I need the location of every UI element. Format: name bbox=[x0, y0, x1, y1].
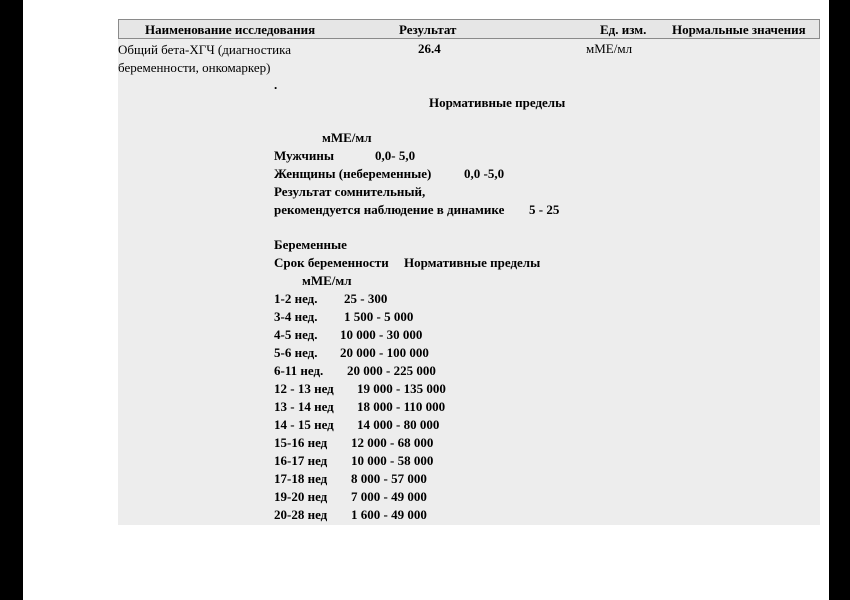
pregnancy-term: 15-16 нед bbox=[274, 435, 328, 450]
pregnancy-range-value: 20 000 - 225 000 bbox=[347, 363, 436, 378]
pregnancy-range-row bbox=[274, 435, 574, 453]
women-label: Женщины (небеременные) bbox=[274, 166, 432, 181]
pregnancy-range-value: 19 000 - 135 000 bbox=[357, 381, 446, 396]
doubtful-value: 5 - 25 bbox=[529, 202, 560, 217]
pregnancy-range-row bbox=[274, 291, 574, 309]
header-result: Результат bbox=[399, 22, 457, 37]
pregnancy-term: 6-11 нед. bbox=[274, 363, 324, 378]
pregnancy-range-row bbox=[274, 363, 574, 381]
pregnancy-term: 17-18 нед bbox=[274, 471, 328, 486]
pregnancy-term: 16-17 нед bbox=[274, 453, 328, 468]
pregnancy-range-value: 10 000 - 30 000 bbox=[340, 327, 423, 342]
header-test-name: Наименование исследования bbox=[145, 22, 316, 37]
pregnancy-range-value: 8 000 - 57 000 bbox=[351, 471, 427, 486]
pregnancy-range-row bbox=[274, 471, 574, 489]
reference-title: Нормативные пределы bbox=[429, 95, 566, 110]
pregnant-label: Беременные bbox=[274, 237, 347, 252]
document-page bbox=[23, 0, 829, 600]
pregnancy-range-value: 7 000 - 49 000 bbox=[351, 489, 427, 504]
pregnancy-term: 4-5 нед. bbox=[274, 327, 318, 342]
pregnancy-range-row bbox=[274, 381, 574, 399]
pregnancy-range-row bbox=[274, 345, 574, 363]
limits-header: Нормативные пределы bbox=[404, 255, 541, 270]
doubtful-line-1: Результат сомнительный, bbox=[274, 184, 426, 199]
result-unit: мМЕ/мл bbox=[586, 41, 633, 56]
pregnant-unit: мМЕ/мл bbox=[302, 273, 352, 288]
pregnancy-range-value: 10 000 - 58 000 bbox=[351, 453, 434, 468]
pregnancy-term: 1-2 нед. bbox=[274, 291, 318, 306]
result-value: 26.4 bbox=[418, 41, 441, 56]
pregnancy-term: 13 - 14 нед bbox=[274, 399, 334, 414]
pregnancy-range-value: 14 000 - 80 000 bbox=[357, 417, 440, 432]
header-normal-values: Нормальные значения bbox=[672, 22, 806, 37]
pregnancy-range-value: 1 500 - 5 000 bbox=[344, 309, 414, 324]
doubtful-line-2: рекомендуется наблюдение в динамике bbox=[274, 202, 505, 217]
pregnancy-term: 20-28 нед bbox=[274, 507, 328, 522]
pregnancy-range-value: 20 000 - 100 000 bbox=[340, 345, 429, 360]
pregnancy-range-row bbox=[274, 327, 574, 345]
men-value: 0,0- 5,0 bbox=[375, 148, 416, 163]
pregnancy-range-row bbox=[274, 489, 574, 507]
men-label: Мужчины bbox=[274, 148, 334, 163]
pregnancy-term: 3-4 нед. bbox=[274, 309, 318, 324]
pregnancy-range-row bbox=[274, 399, 574, 417]
pregnancy-term: 19-20 нед bbox=[274, 489, 328, 504]
table-header bbox=[118, 19, 820, 39]
term-header: Срок беременности bbox=[274, 255, 389, 270]
pregnancy-range-value: 18 000 - 110 000 bbox=[357, 399, 446, 414]
lab-report-table bbox=[118, 19, 820, 525]
pregnancy-range-row bbox=[274, 507, 574, 525]
pregnancy-range-row bbox=[274, 309, 574, 327]
header-unit: Ед. изм. bbox=[600, 22, 647, 37]
pregnancy-range-row bbox=[274, 453, 574, 471]
reference-unit: мМЕ/мл bbox=[322, 130, 372, 145]
separator-dot: . bbox=[274, 77, 278, 92]
women-value: 0,0 -5,0 bbox=[464, 166, 505, 181]
pregnancy-range-row bbox=[274, 417, 574, 435]
pregnancy-range-value: 1 600 - 49 000 bbox=[351, 507, 427, 522]
pregnancy-range-value: 12 000 - 68 000 bbox=[351, 435, 434, 450]
pregnancy-term: 12 - 13 нед bbox=[274, 381, 334, 396]
test-name: Общий бета-ХГЧ (диагностика беременности, онкомаркер) bbox=[118, 42, 292, 75]
pregnancy-range-value: 25 - 300 bbox=[344, 291, 388, 306]
pregnancy-term: 14 - 15 нед bbox=[274, 417, 334, 432]
pregnancy-term: 5-6 нед. bbox=[274, 345, 318, 360]
